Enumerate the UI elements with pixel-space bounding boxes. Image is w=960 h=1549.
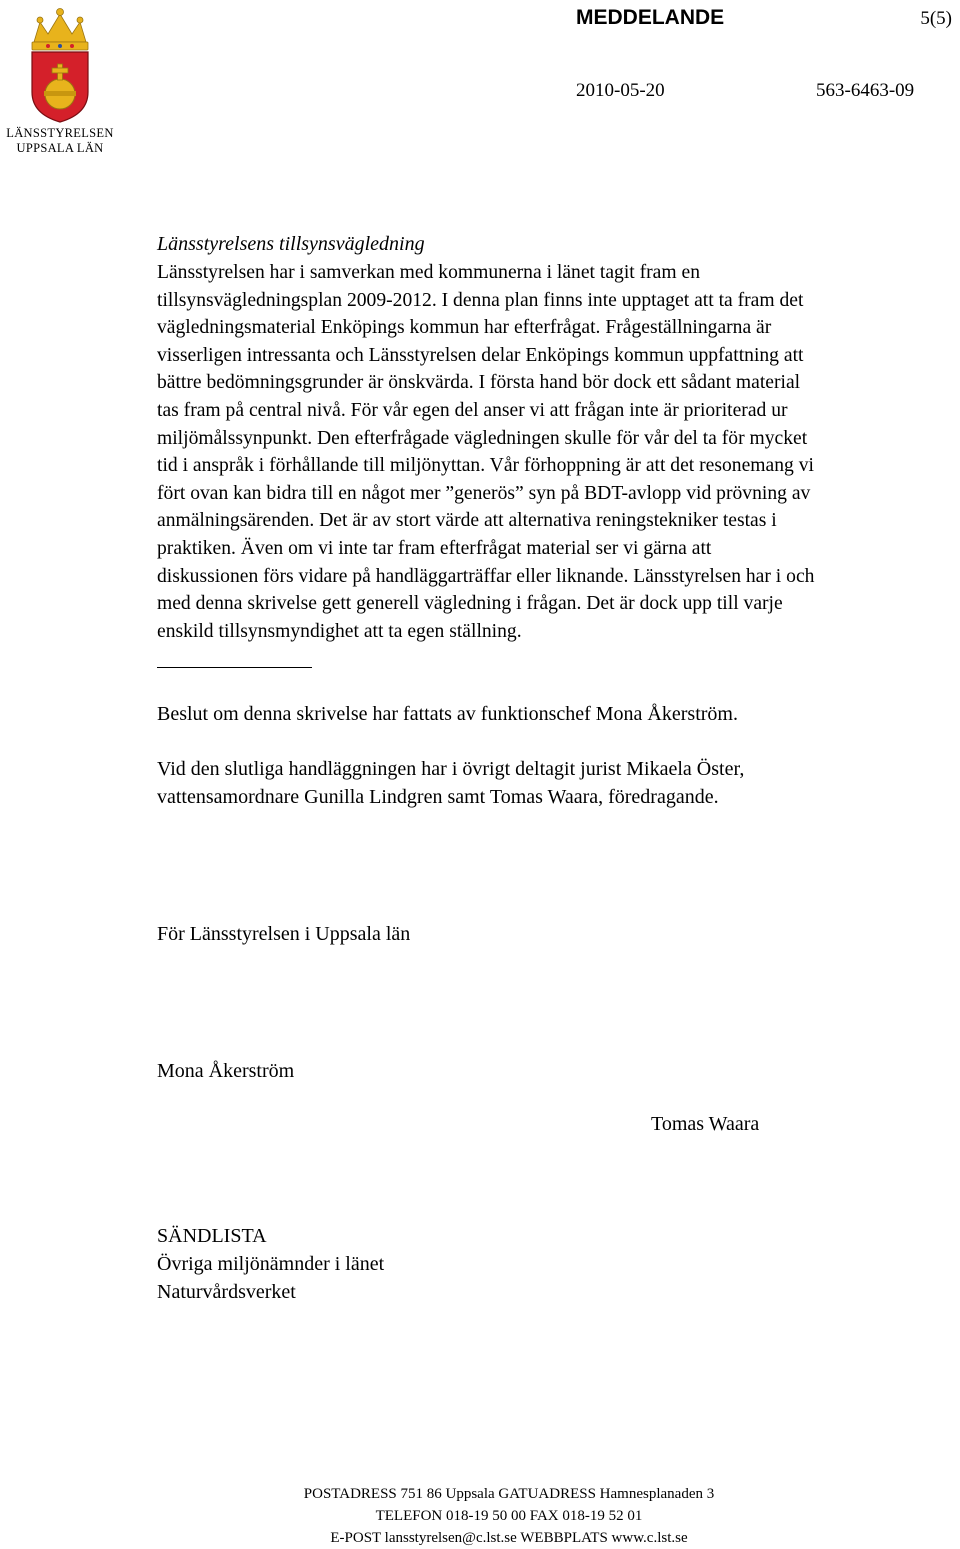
footer-web-line: E-POST lansstyrelsen@c.lst.se WEBBPLATS www.c.lst.se [330,1530,688,1546]
footer-address-line: POSTADRESS 751 86 Uppsala GATUADRESS Hamnesplanaden 3 [303,1486,715,1502]
body-line: anmälningsärenden. Det är av stort värde att alternativa reningstekniker testas i [157,510,777,532]
body-line: visserligen intressanta och Länsstyrelsen delar Enköpings kommun uppfattning att [157,344,804,366]
body-line: tas fram på central nivå. För vår egen del anser vi att frågan inte är prioriterad ur [157,399,788,421]
distribution-title: SÄNDLISTA [157,1225,267,1247]
footer-phone-line: TELEFON 018-19 50 00 FAX 018-19 52 01 [375,1508,643,1524]
decision-statement: Beslut om denna skrivelse har fattats av funktionschef Mona Åkerström. [157,703,738,725]
logo-text-line1: LÄNSSTYRELSEN [6,126,114,140]
document-date: 2010-05-20 [576,80,665,101]
body-line: fört ovan kan bidra till en något mer ”generös” syn på BDT-avlopp vid prövning av [157,482,811,504]
body-paragraph [157,259,957,645]
body-line: vägledningsmaterial Enköpings kommun har efterfrågat. Frågeställningarna är [157,317,772,339]
signer-name-1: Mona Åkerström [157,1060,295,1082]
participants-line: vattensamordnare Gunilla Lindgren samt Tomas Waara, föredragande. [157,786,719,808]
body-line: diskussionen förs vidare på handläggarträffar eller liknande. Länsstyrelsen har i och [157,565,815,587]
section-heading: Länsstyrelsens tillsynsvägledning [157,233,425,255]
body-line: tillsynsvägledningsplan 2009-2012. I denna plan finns inte upptaget att ta fram det [157,289,804,311]
page-number: 5(5) [920,8,952,29]
body-line: Länsstyrelsen har i samverkan med kommunerna i länet tagit fram en [157,262,700,283]
participants-paragraph [157,755,744,811]
document-type: MEDDELANDE [576,6,725,29]
body-line: praktiken. Även om vi inte tar fram efterfrågat material ser vi gärna att [157,537,712,559]
footer-contact [287,1483,731,1549]
distribution-item: Övriga miljönämnder i länet [157,1253,385,1275]
body-line: tid i anspråk i förhållande till miljönyttan. Vår förhoppning är att det resonemang vi [157,455,814,477]
body-line: bättre bedömningsgrunder är önskvärda. I första hand bör dock ett sådant material [157,372,801,394]
on-behalf-line: För Länsstyrelsen i Uppsala län [157,923,411,945]
distribution-list [157,1222,384,1306]
coat-of-arms-icon [0,4,120,126]
signer-name-2: Tomas Waara [651,1113,760,1135]
participants-line: Vid den slutliga handläggningen har i övrigt deltagit jurist Mikaela Öster, [157,758,745,780]
county-logo [0,4,120,156]
reference-number: 563-6463-09 [816,80,915,101]
separator-line [157,667,312,668]
body-line: enskild tillsynsmyndighet att ta egen ställning. [157,620,522,642]
logo-text-line2: UPPSALA LÄN [16,141,104,155]
body-line: med denna skrivelse gett generell vägledning i frågan. Det är dock upp till varje [157,593,783,615]
distribution-item: Naturvårdsverket [157,1281,296,1303]
body-line: miljömålssynpunkt. Den efterfrågade vägledningen skulle för vår del ta för mycket [157,427,808,449]
